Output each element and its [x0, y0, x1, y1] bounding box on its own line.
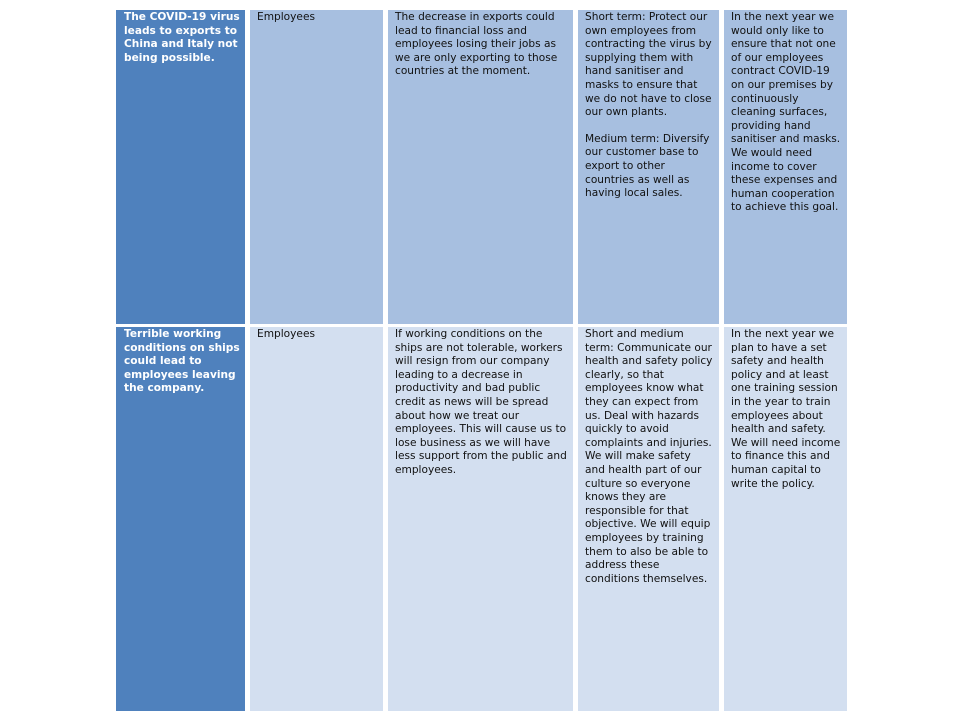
target-cell — [724, 10, 847, 327]
strategy-cell — [578, 327, 724, 711]
risk-table — [116, 10, 847, 711]
strategy-text: Short and medium term: Communicate our health and safety policy clearly, so that employees know what they can expect from us. Deal with hazards quickly to avoid complaints and injuries. We will make safety and health part of our culture so everyone knows they are responsible for that objective. We will equip employees by training them to also be able to address these conditions themselves. — [585, 328, 713, 585]
table-row — [116, 327, 847, 711]
stakeholder-text: Employees — [257, 11, 315, 23]
strategy-short-text: Short term: Protect our own employees from contracting the virus by supplying them with hand sanitiser and masks to ensure that we do not have to close our own plants. — [585, 11, 712, 119]
impact-cell — [388, 10, 578, 327]
risk-cell — [116, 10, 250, 327]
risk-text: The COVID-19 virus leads to exports to China and Italy not being possible. — [124, 11, 240, 64]
stakeholder-cell — [250, 327, 388, 711]
target-text: In the next year we would only like to ensure that not one of our employees contract COVID-19 on our premises by continuously cleaning surfaces, providing hand sanitiser and masks. We would need income to cover these expenses and human cooperation to achieve this goal. — [731, 11, 841, 214]
risk-cell — [116, 327, 250, 711]
impact-cell — [388, 327, 578, 711]
target-text: In the next year we plan to have a set safety and health policy and at least one training session in the year to train employees about health and safety. We will need income to finance this and human capital to write the policy. — [731, 328, 841, 490]
risk-text: Terrible working conditions on ships could lead to employees leaving the company. — [124, 328, 240, 395]
stakeholder-cell — [250, 10, 388, 327]
stakeholder-text: Employees — [257, 328, 315, 340]
strategy-medium-text: Medium term: Diversify our customer base to export to other countries as well as having local sales. — [585, 132, 710, 200]
table-row — [116, 10, 847, 327]
impact-text: If working conditions on the ships are not tolerable, workers will resign from our company leading to a decrease in productivity and bad public credit as news will be spread about how we treat our employees. This will cause us to lose business as we will have less support from the public and employees. — [395, 328, 567, 476]
impact-text: The decrease in exports could lead to financial loss and employees losing their jobs as we are only exporting to those countries at the moment. — [395, 11, 558, 78]
strategy-cell — [578, 10, 724, 327]
target-cell — [724, 327, 847, 711]
